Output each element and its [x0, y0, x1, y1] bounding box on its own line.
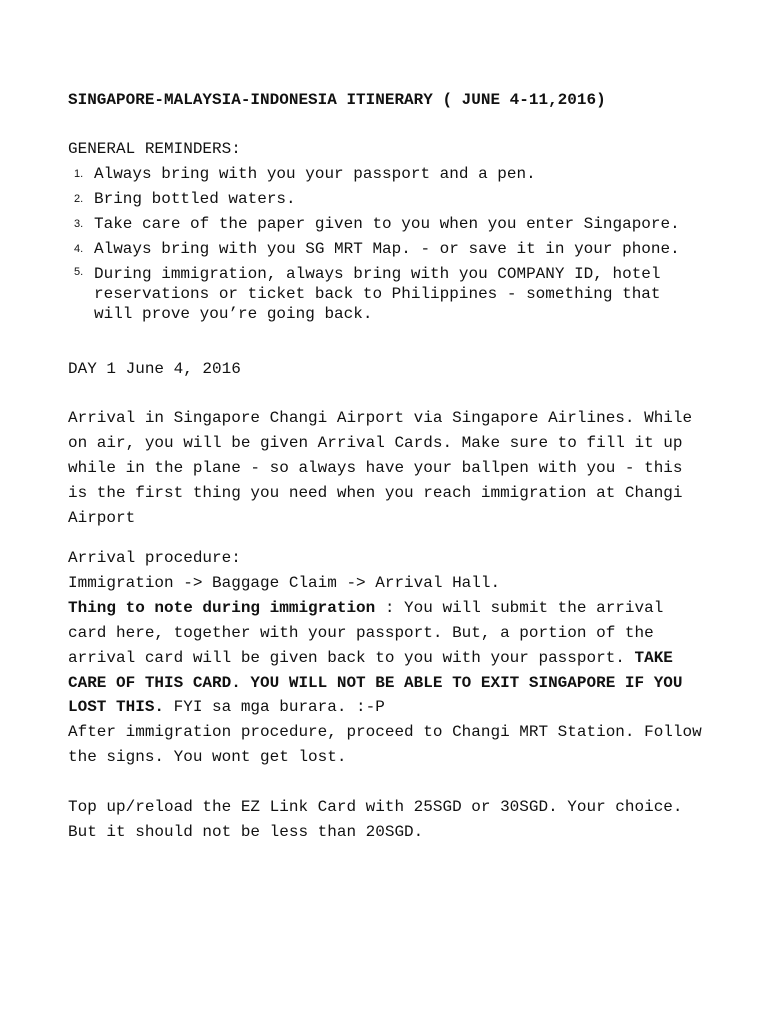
note-label: Thing to note during immigration [68, 598, 376, 617]
list-item-text: Take care of the paper given to you when you enter Singapore. [94, 214, 680, 233]
arrival-paragraph: Arrival in Singapore Changi Airport via Singapore Airlines. While on air, you will be given Arrival Cards. Make sure to fill it up while in the plane - so always have your ballpen with you - this is the first thing you need when you reach immigration at Changi Airport [68, 409, 693, 528]
list-item-text: During immigration, always bring with you COMPANY ID, hotel reservations or ticket back to Philippines - something that will prove you’re going back. [94, 264, 661, 323]
reminders-list [68, 162, 708, 324]
document-title: SINGAPORE-MALAYSIA-INDONESIA ITINERARY ( JUNE 4-11,2016) [68, 91, 606, 109]
document-page [68, 88, 708, 845]
note-warning: TAKE CARE OF THIS CARD. YOU WILL NOT BE ABLE TO EXIT SINGAPORE IF YOU LOST THIS. [68, 648, 683, 717]
list-item [68, 212, 708, 237]
note-text: : You will submit the arrival card here, together with your passport. But, a portion of the arrival card will be given back to you with your passport. [68, 598, 664, 667]
day-heading: DAY 1 June 4, 2016 [68, 359, 241, 378]
list-number: 1. [74, 167, 84, 180]
procedure-steps: Immigration -> Baggage Claim -> Arrival Hall. [68, 573, 501, 592]
list-item [68, 187, 708, 212]
topup-paragraph: Top up/reload the EZ Link Card with 25SGD or 30SGD. Your choice. But it should not be less than 20SGD. [68, 798, 683, 842]
list-item [68, 162, 708, 187]
list-number: 4. [74, 242, 84, 255]
list-item [68, 237, 708, 262]
procedure-heading: Arrival procedure: [68, 548, 241, 567]
list-item-text: Bring bottled waters. [94, 189, 296, 208]
list-number: 5. [74, 265, 84, 278]
list-number: 2. [74, 192, 84, 205]
list-item-text: Always bring with you your passport and a pen. [94, 164, 536, 183]
after-immigration-paragraph: After immigration procedure, proceed to Changi MRT Station. Follow the signs. You wont get lost. [68, 723, 702, 767]
list-item-text: Always bring with you SG MRT Map. - or save it in your phone. [94, 239, 680, 258]
list-number: 3. [74, 217, 84, 230]
note-text-end: FYI sa mga burara. :-P [164, 698, 385, 717]
list-item [68, 262, 708, 324]
reminders-heading: GENERAL REMINDERS: [68, 140, 241, 158]
immigration-note [68, 596, 708, 721]
